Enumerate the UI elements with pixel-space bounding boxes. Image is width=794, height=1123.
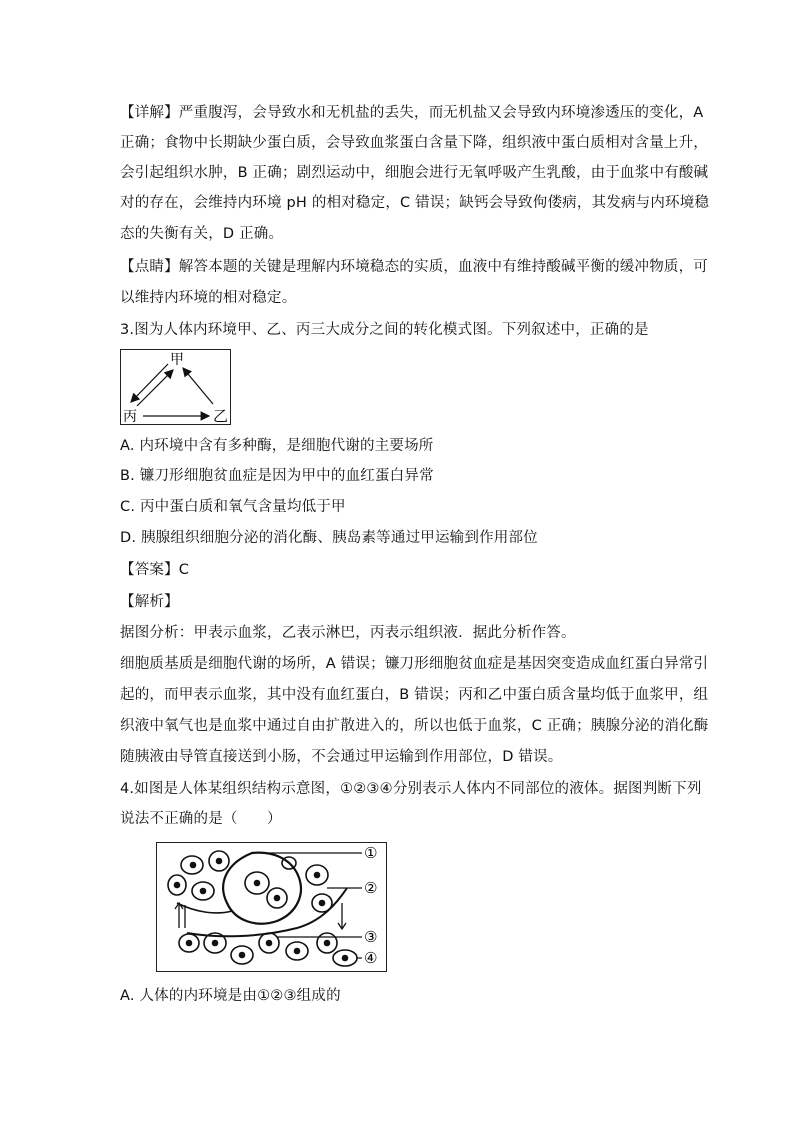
q4-tissue-svg [157, 843, 386, 971]
question-4-stem-1: 4.如图是人体某组织结构示意图，①②③④分别表示人体内不同部位的液体。据图判断下列 [120, 781, 702, 797]
tip-line-1: 【点睛】解答本题的关键是理解内环境稳态的实质，血液中有维持酸碱平衡的缓冲物质，可 [120, 259, 708, 275]
question-4-stem-2: 说法不正确的是（ ） [120, 811, 282, 827]
q3-analysis-line-2: 细胞质基质是细胞代谢的场所，A 错误；镰刀形细胞贫血症是基因突变造成血红蛋白异常引 [120, 656, 709, 672]
q3-analysis-line-5: 随胰液由导管直接送到小肠，不会通过甲运输到作用部位，D 错误。 [120, 749, 563, 765]
q3-analysis-title: 【解析】 [120, 594, 179, 610]
label-jia: 甲 [170, 352, 184, 368]
text-line-1: 【详解】严重腹泻，会导致水和无机盐的丢失，而无机盐又会导致内环境渗透压的变化，A [120, 105, 704, 121]
tip-line-2: 以维持内环境的相对稳定。 [120, 290, 297, 306]
q3-option-b: B. 镰刀形细胞贫血症是因为甲中的血红蛋白异常 [120, 468, 434, 484]
q3-analysis-line-1: 据图分析：甲表示血浆，乙表示淋巴，丙表示组织液．据此分析作答。 [120, 625, 576, 641]
arrow-yi-to-jia [183, 368, 213, 404]
label-2: ② [364, 879, 378, 897]
q3-analysis-line-4: 织液中氧气也是血浆中通过自由扩散进入的，所以也低于血浆，C 正确；胰腺分泌的消化酶 [120, 718, 709, 734]
label-bing: 丙 [123, 409, 137, 424]
label-3: ③ [364, 928, 378, 946]
label-yi: 乙 [213, 407, 229, 424]
arrow-bing-to-jia [137, 370, 173, 406]
q3-diagram [120, 349, 231, 425]
label-4: ④ [364, 949, 378, 967]
q3-option-d: D. 胰腺组织细胞分泌的消化酶、胰岛素等通过甲运输到作用部位 [120, 530, 538, 546]
q3-answer: 【答案】C [120, 562, 190, 578]
question-3-stem: 3.图为人体内环境甲、乙、丙三大成分之间的转化模式图。下列叙述中，正确的是 [120, 322, 649, 338]
q3-option-a: A. 内环境中含有多种酶，是细胞代谢的主要场所 [120, 438, 434, 454]
text-line-4: 对的存在，会维持内环境 pH 的相对稳定，C 错误；缺钙会导致佝偻病，其发病与内环境稳 [120, 195, 710, 211]
label-1: ① [364, 844, 378, 862]
capillary-loop [223, 853, 301, 924]
q4-tissue-diagram [156, 842, 387, 972]
text-line-3: 会引起组织水肿，B 正确；剧烈运动中，细胞会进行无氧呼吸产生乳酸，由于血浆中有酸碱 [120, 165, 709, 181]
q4-option-a: A. 人体的内环境是由①②③组成的 [120, 988, 341, 1004]
text-line-2: 正确；食物中长期缺少蛋白质，会导致血浆蛋白含量下降，组织液中蛋白质相对含量上升， [120, 135, 708, 151]
arrow-jia-to-bing [131, 364, 168, 402]
q3-diagram-svg [121, 350, 230, 424]
q3-analysis-line-3: 起的，而甲表示血浆，其中没有血红蛋白，B 错误；丙和乙中蛋白质含量均低于血浆甲，组 [120, 687, 709, 703]
q3-option-c: C. 丙中蛋白质和氧气含量均低于甲 [120, 499, 346, 515]
text-line-5: 态的失衡有关，D 正确。 [120, 226, 284, 242]
